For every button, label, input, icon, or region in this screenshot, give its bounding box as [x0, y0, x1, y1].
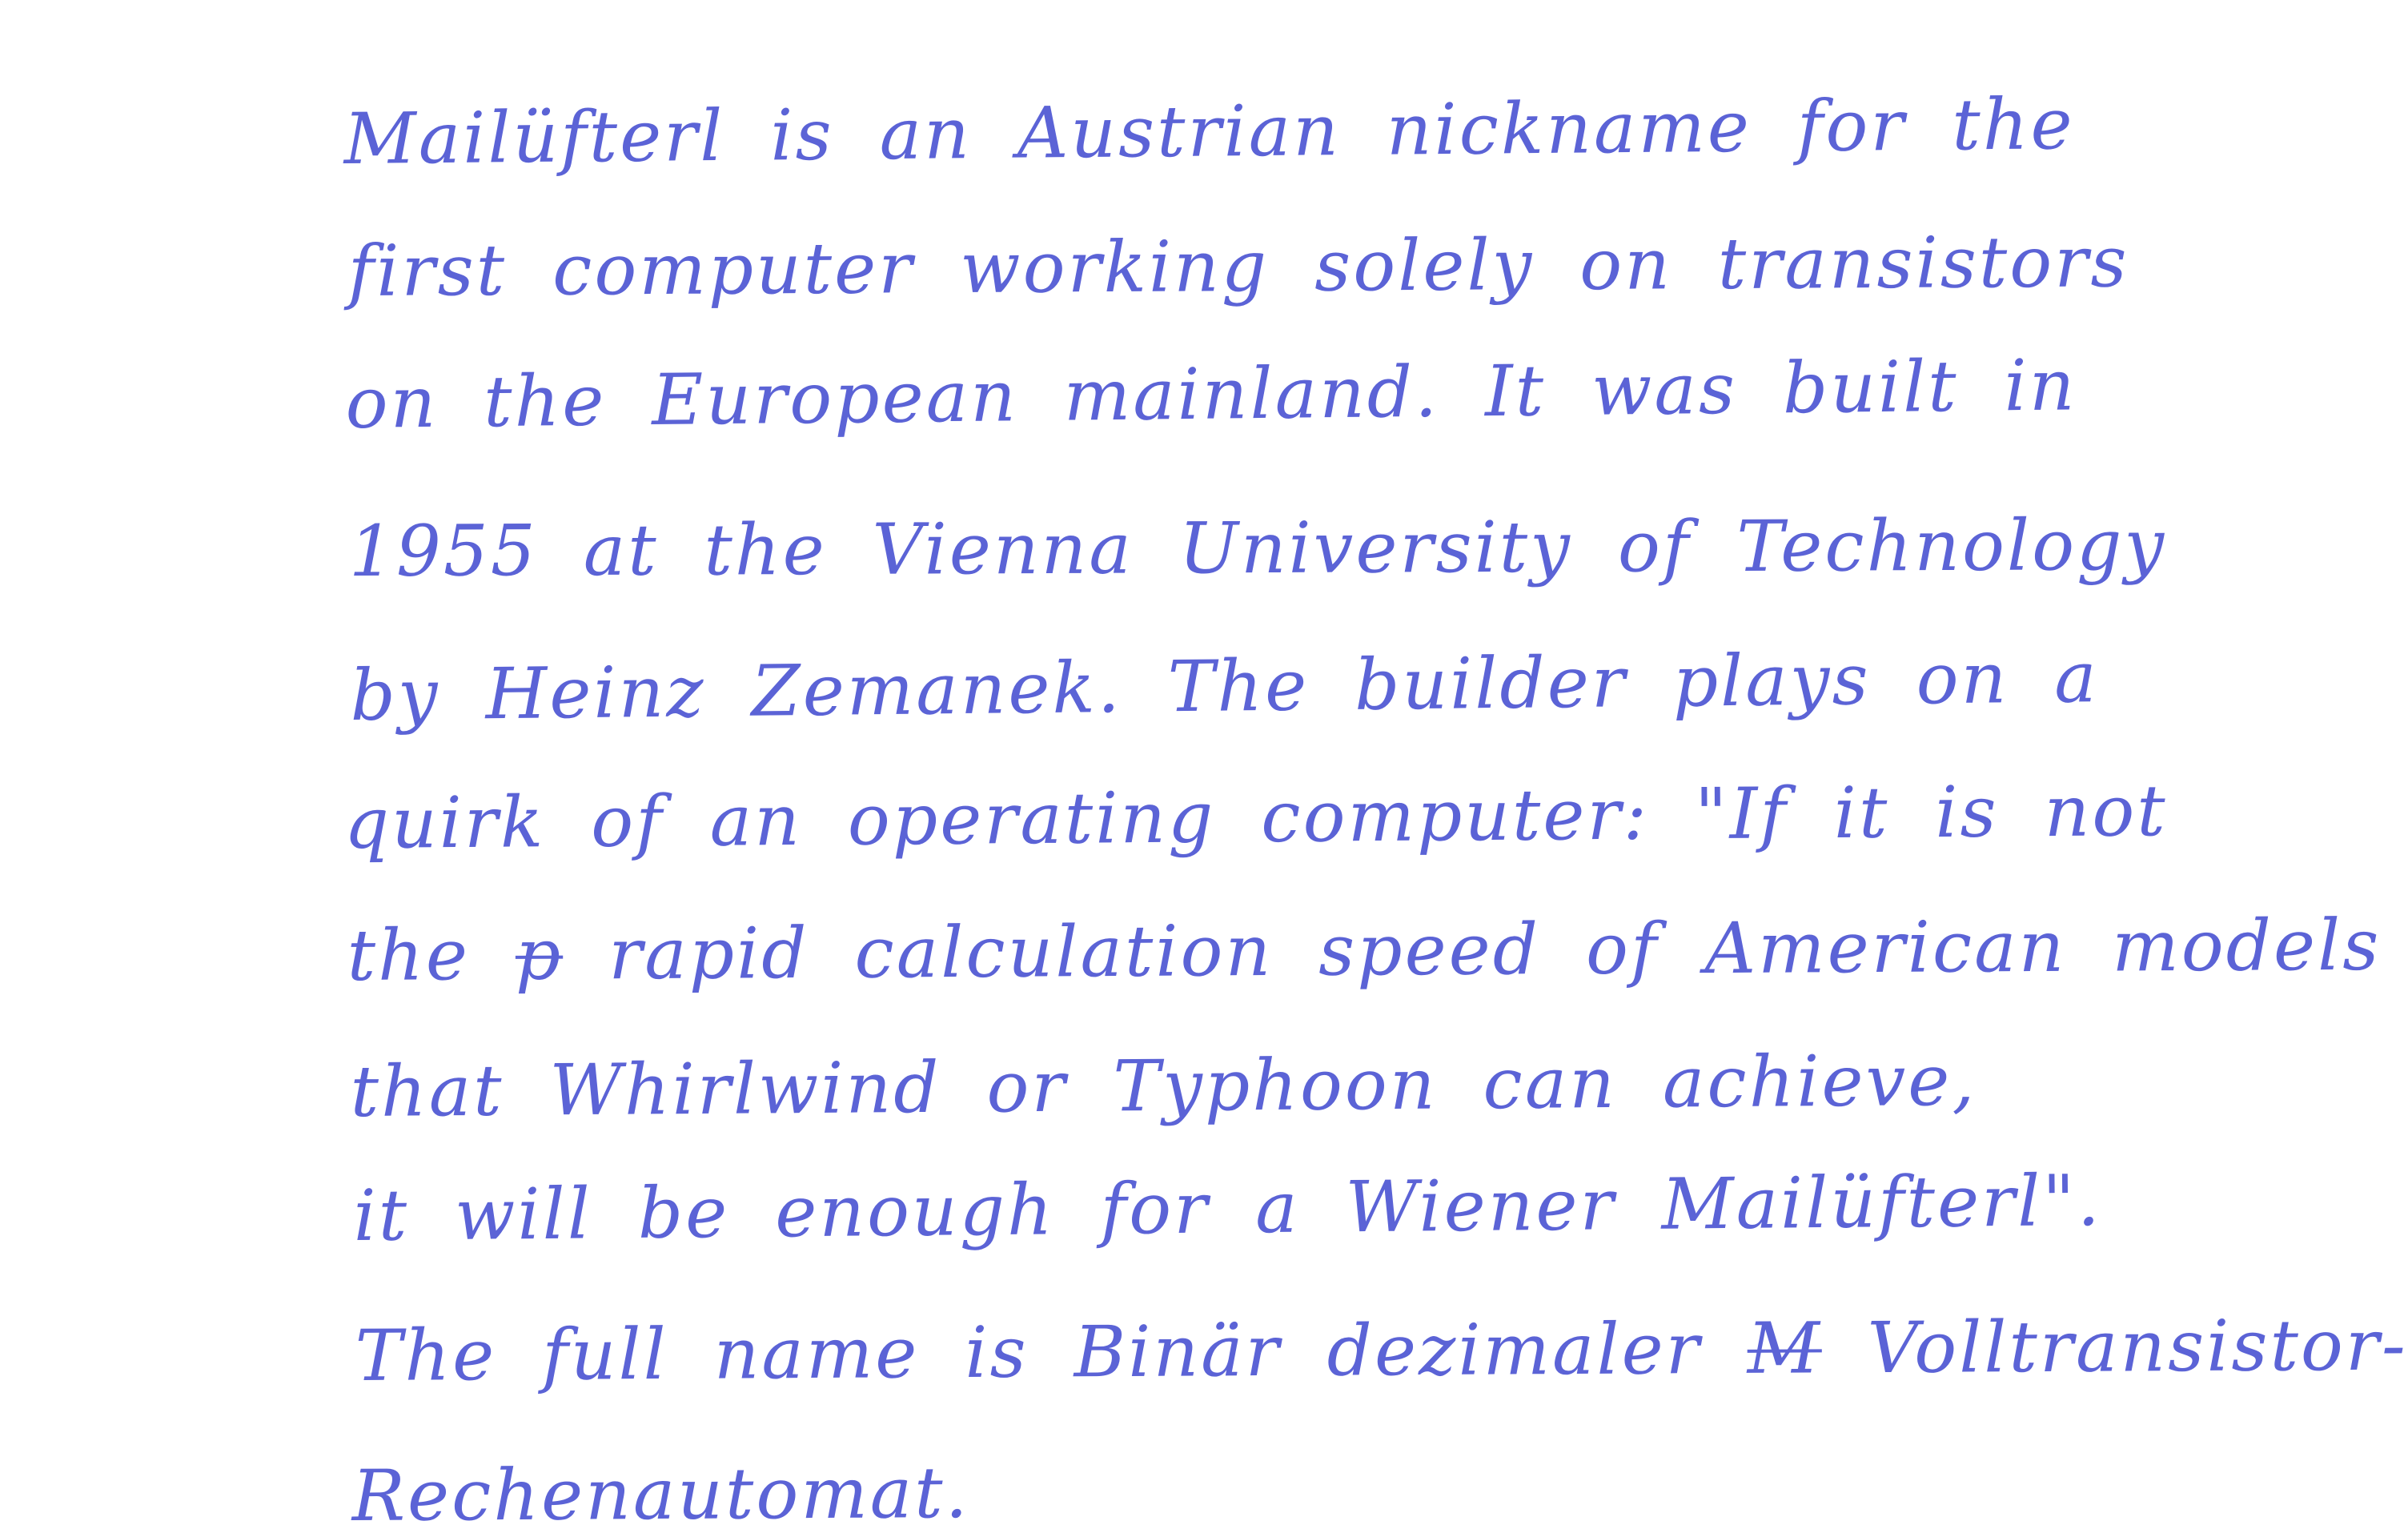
text-line: by Heinz Zemanek. The builder plays on a — [349, 636, 2100, 736]
line-segment: the — [347, 913, 516, 997]
text-line: it will be enough for a Wiener Mailüfterl". — [353, 1158, 2103, 1257]
struck-out-letter: M — [1747, 1306, 1823, 1390]
text-line: quirk of an operating computer: "If it is not — [343, 769, 2168, 865]
text-line-with-strikeout — [347, 903, 2382, 997]
text-line: Mailüfterl is an Austrian nickname for the — [343, 82, 2075, 180]
text-line-with-strikeout — [355, 1303, 2408, 1397]
struck-out-letter: p — [515, 913, 564, 996]
line-segment: The full name is Binär dezimaler — [355, 1306, 1748, 1397]
text-line: 1955 at the Vienna University of Technology — [348, 504, 2167, 592]
text-line: that Whirlwind or Typhoon can achieve, — [350, 1038, 1977, 1133]
text-line: Rechenautomat. — [351, 1451, 970, 1537]
line-segment: Volltransistor- — [1821, 1303, 2408, 1390]
text-line: on the European mainland. It was built in — [344, 343, 2077, 444]
line-segment: rapid calculation speed of American models — [562, 903, 2382, 996]
text-line: first computer working solely on transistors — [347, 220, 2129, 312]
